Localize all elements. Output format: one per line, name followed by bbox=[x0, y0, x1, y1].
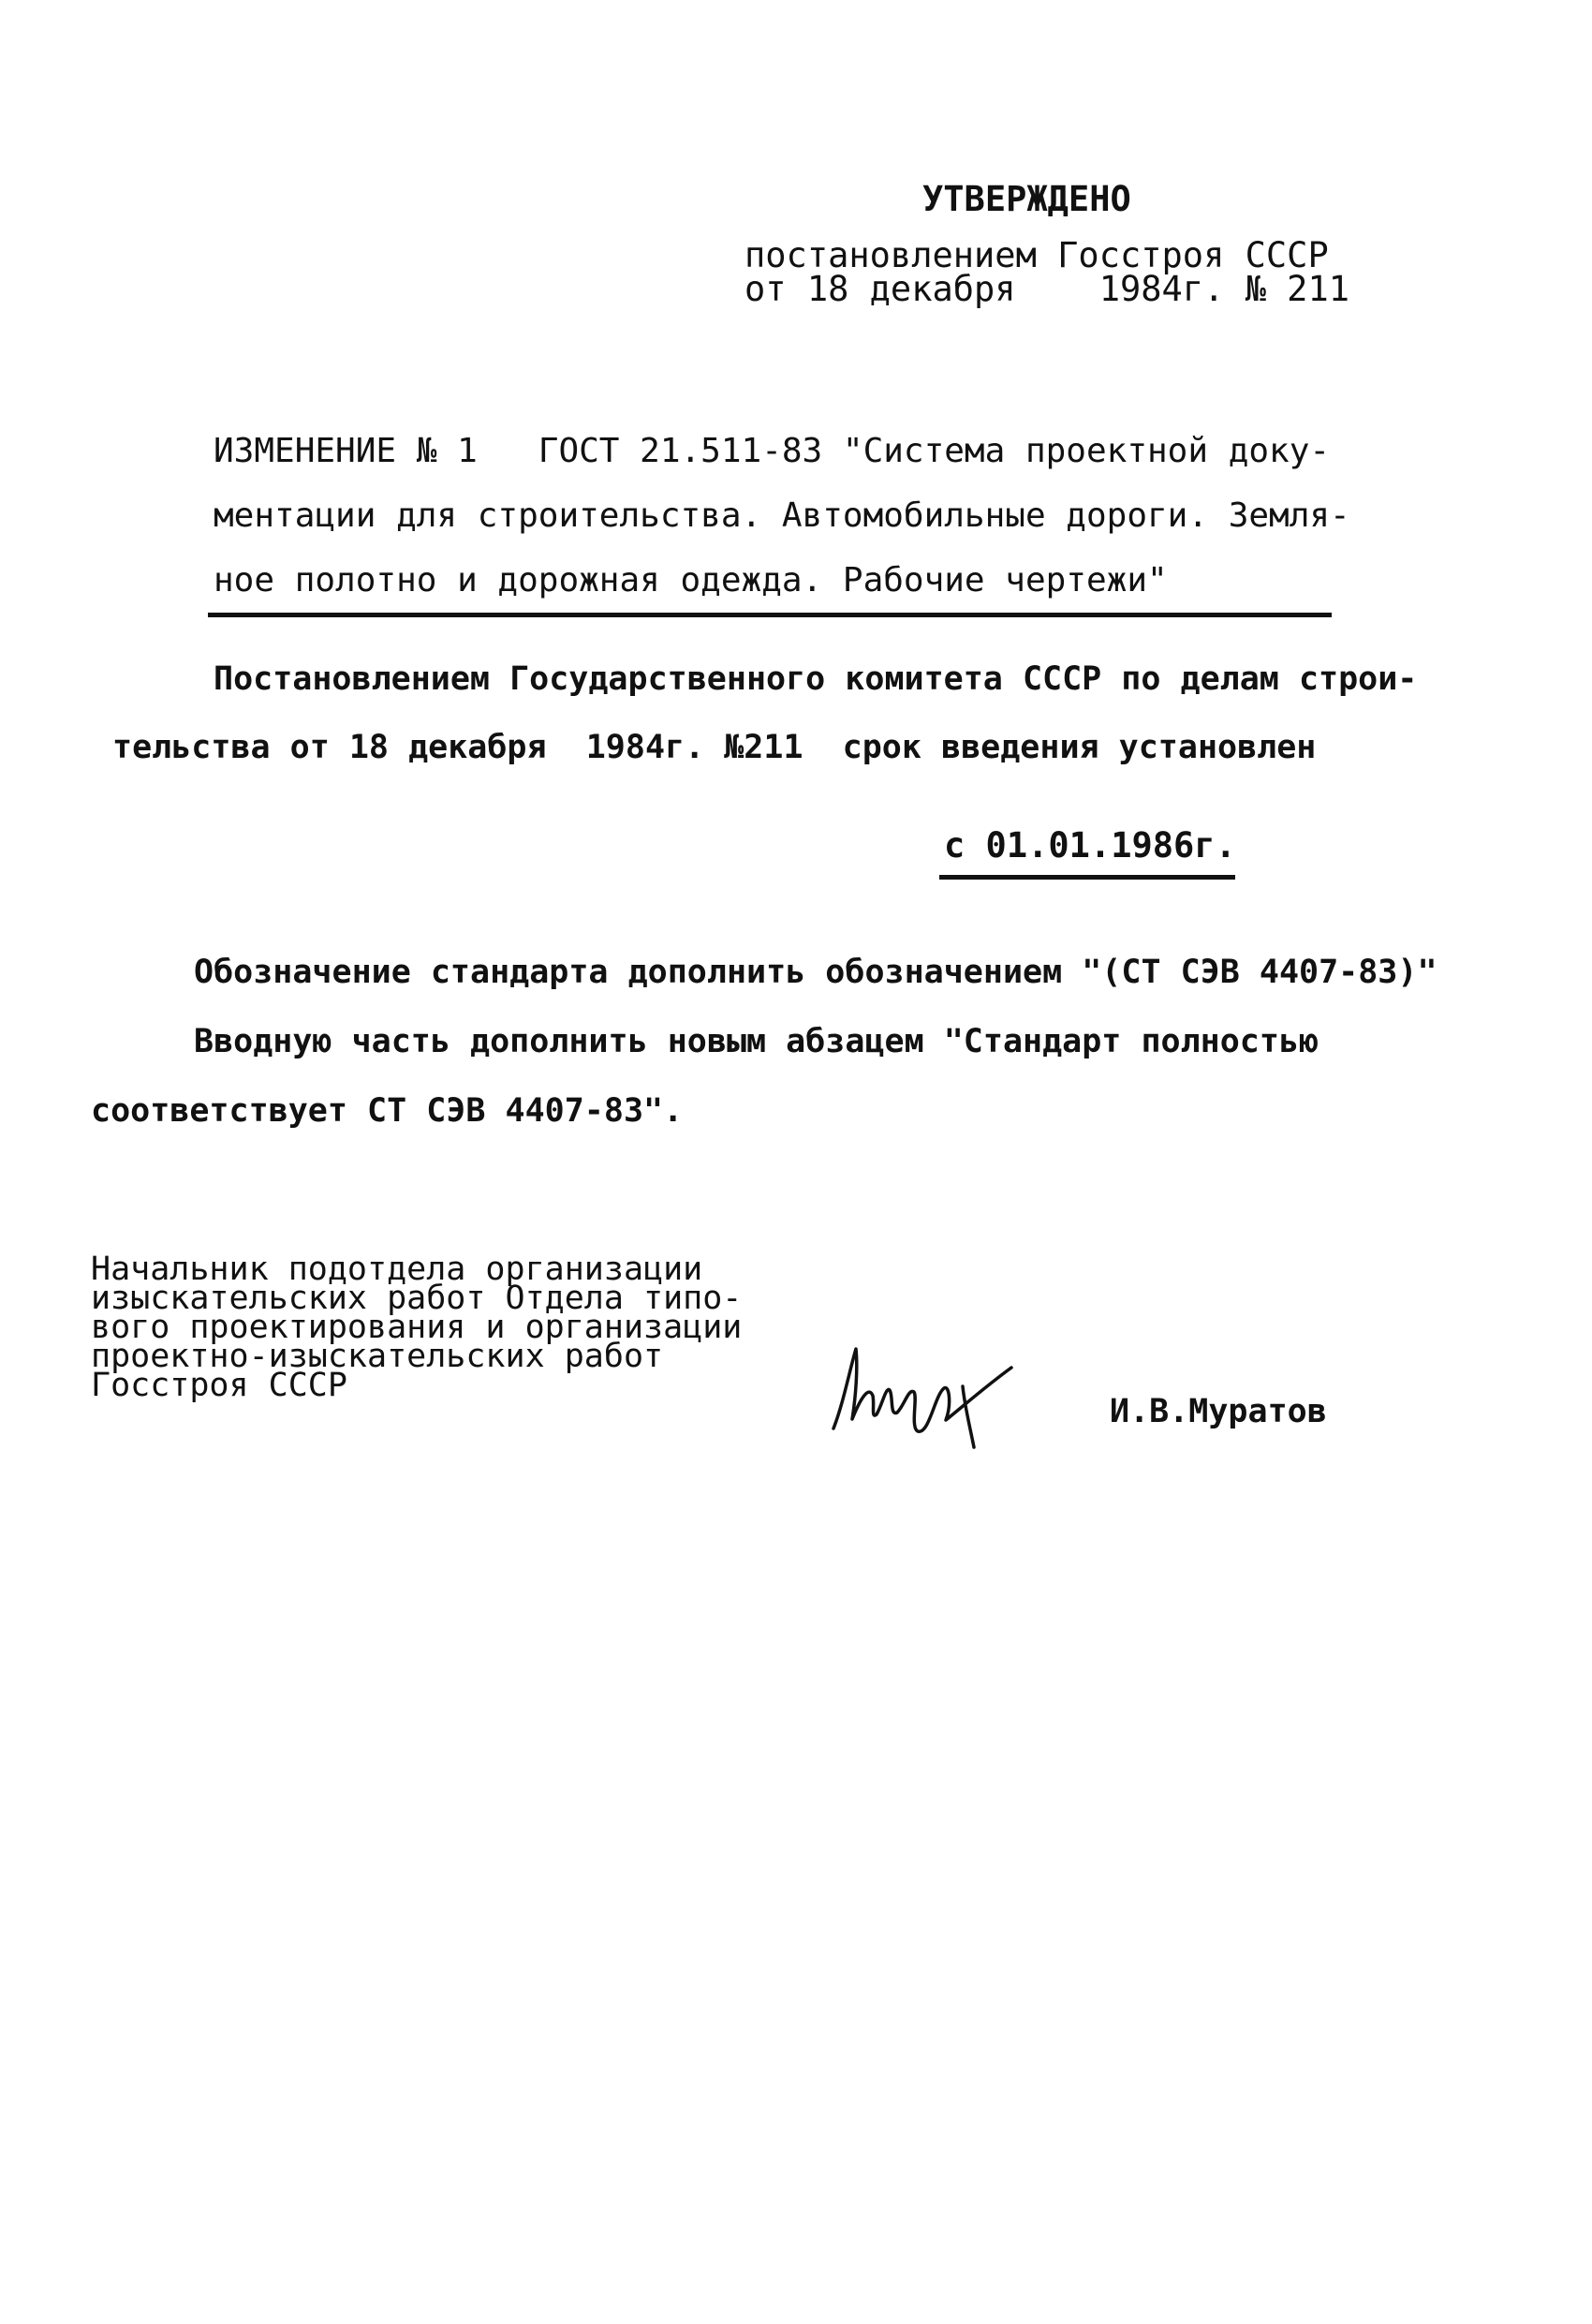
title-underline bbox=[208, 613, 1332, 617]
signatory-position-line-4: проектно-изыскательских работ bbox=[91, 1338, 664, 1375]
handwritten-signature bbox=[824, 1330, 1030, 1452]
approval-line-1: постановлением Госстроя СССР bbox=[744, 235, 1329, 275]
effective-date-underline bbox=[939, 875, 1235, 880]
decree-line-2: тельства от 18 декабря 1984г. №211 срок введения установлен bbox=[112, 729, 1317, 766]
signatory-position-line-5: Госстроя СССР bbox=[91, 1367, 347, 1404]
signatory-name: И.В.Муратов bbox=[1110, 1393, 1327, 1430]
change-title-line-3: ное полотно и дорожная одежда. Рабочие чертежи" bbox=[214, 561, 1168, 600]
signatory-position-line-1: Начальник подотдела организации bbox=[91, 1251, 703, 1288]
approval-line-2: от 18 декабря 1984г. № 211 bbox=[744, 269, 1350, 309]
change-title-line-1: ИЗМЕНЕНИЕ № 1 ГОСТ 21.511-83 "Система проектной доку- bbox=[214, 432, 1331, 470]
change-title-line-2: ментации для строительства. Автомобильные дороги. Земля- bbox=[214, 496, 1350, 535]
effective-date: с 01.01.1986г. bbox=[944, 825, 1236, 866]
body-line-2: Вводную часть дополнить новым абзацем "Стандарт полностью bbox=[194, 1023, 1319, 1060]
decree-line-1: Постановлением Государственного комитета СССР по делам строи- bbox=[214, 660, 1418, 698]
body-line-1: Обозначение стандарта дополнить обозначением "(СТ СЭВ 4407-83)" bbox=[194, 954, 1437, 991]
signatory-position-line-3: вого проектирования и организации bbox=[91, 1309, 743, 1346]
signatory-position-line-2: изыскательских работ Отдела типо- bbox=[91, 1280, 743, 1317]
approval-heading: УТВЕРЖДЕНО bbox=[922, 179, 1131, 219]
body-line-3: соответствует СТ СЭВ 4407-83". bbox=[91, 1092, 684, 1130]
